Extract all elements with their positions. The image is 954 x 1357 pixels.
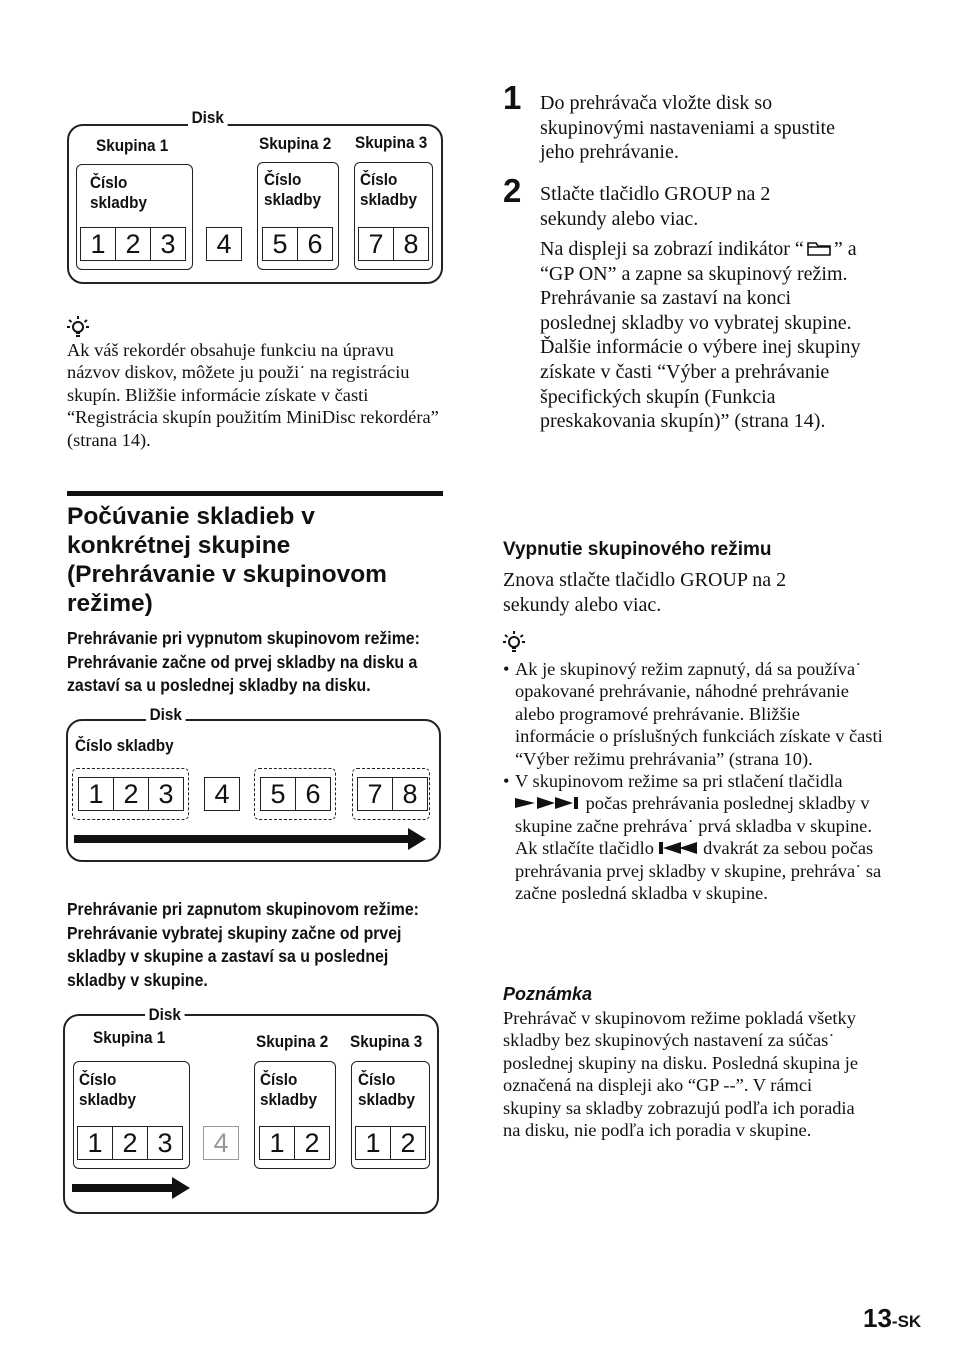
page-number — [863, 1303, 921, 1334]
track-cell: 6 — [307, 228, 323, 259]
group-3-tracks — [355, 1126, 426, 1160]
track-number-label: Číslo skladby — [360, 170, 417, 209]
ungrouped-track — [206, 227, 242, 261]
section-rule — [67, 491, 443, 496]
tip-bullet-text-a: V skupinovom režime sa pri stlačení tlačidla — [515, 771, 843, 792]
play-next-icon — [515, 796, 581, 810]
tip-text: Ak váš rekordér obsahuje funkciu na úpravu názvov diskov, môžete ju použi˙ na registráciu skupín. Bližšie informácie získate v časti “Registrácia skupín použitím MiniDisc rekordéra” (strana 14). — [67, 340, 439, 450]
tip-bullet-text: Ak je skupinový režim zapnutý, dá sa používa˙ opakované prehrávanie, náhodné prehrávanie alebo programové prehrávanie. Bližšie informácie o príslušných funkciách získate v časti “Výber režimu prehrávania” (strana 10). — [515, 659, 883, 769]
group-3-label: Skupina 3 — [355, 133, 428, 152]
track-cell: 1 — [78, 1127, 113, 1159]
tip-bullet — [503, 770, 883, 904]
step-2-indicator-para — [540, 237, 860, 286]
track-cell: 1 — [79, 778, 114, 810]
group-1-tracks — [78, 777, 184, 811]
lightbulb-icon — [67, 315, 89, 339]
track-cell: 8 — [403, 228, 419, 259]
track-cell: 3 — [158, 778, 174, 809]
track-cell: 2 — [114, 778, 149, 810]
ungrouped-track — [203, 1126, 239, 1160]
disk-label: Disk — [146, 705, 186, 725]
track-number-label: Číslo skladby — [260, 1070, 317, 1109]
step-2-text: Stlačte tlačidlo GROUP na 2 sekundy alebo viac. — [540, 183, 771, 230]
track-cell: 7 — [359, 228, 394, 260]
step-2-more-info-para: Ďalšie informácie o výbere inej skupiny získate v časti “Výber a prehrávanie špecifických skupín (Funkcia preskakovania skupín)” (strana 14). — [540, 336, 861, 433]
track-cell: 1 — [356, 1127, 391, 1159]
group-3-label: Skupina 3 — [350, 1032, 423, 1051]
track-cell: 4 — [216, 228, 232, 259]
track-number-label: Číslo skladby — [358, 1070, 415, 1109]
track-cell: 8 — [402, 778, 418, 809]
page-number-suffix: -SK — [891, 1312, 922, 1331]
group-off-heading: Prehrávanie pri vypnutom skupinovom režime: Prehrávanie začne od prvej skladby na disku a zastaví sa u poslednej skladby na disku. — [67, 628, 420, 695]
group-2-label: Skupina 2 — [256, 1032, 329, 1051]
group-1-tracks — [77, 1126, 183, 1160]
track-number-label: Číslo skladby — [90, 173, 147, 212]
step-1-text: Do prehrávača vložte disk so skupinovými nastaveniami a spustite jeho prehrávanie. — [540, 92, 835, 164]
step-2-detail — [540, 237, 860, 434]
disk-label: Disk — [145, 1005, 185, 1025]
tip-bullet — [503, 658, 883, 770]
cancel-heading: Vypnutie skupinového režimu — [503, 539, 772, 560]
tip-list — [503, 658, 883, 904]
lightbulb-icon — [503, 630, 525, 654]
track-cell: 4 — [213, 1127, 229, 1158]
note-heading: Poznámka — [503, 984, 593, 1004]
group-on-heading: Prehrávanie pri zapnutom skupinovom režime: Prehrávanie vybratej skupiny začne od prvej skladby v skupine a zastaví sa u poslednej skladby v skupine. — [67, 899, 419, 990]
track-cell: 3 — [157, 1127, 173, 1158]
group-1-tracks — [80, 227, 186, 261]
page-number-value: 13 — [863, 1303, 892, 1333]
note-text: Prehrávač v skupinovom režime pokladá všetky skladby bez skupinových nastavení za súčas˙ poslednej skupiny na disku. Posledná skupina je označená na displeji ako “GP --”. V rámci skupiny sa skladby zobrazujú podľa ich poradia na disku, nie podľa ich poradia v skupine. — [503, 1008, 859, 1141]
disk-label: Disk — [188, 108, 228, 128]
step-2-p1b: ” a “GP ON” a zapne sa skupinový režim. — [540, 238, 857, 285]
track-cell: 1 — [260, 1127, 295, 1159]
track-cell: 5 — [263, 228, 298, 260]
track-cell: 6 — [305, 778, 321, 809]
group-1-label: Skupina 1 — [96, 136, 169, 155]
group-2-label: Skupina 2 — [259, 134, 332, 153]
track-cell: 3 — [160, 228, 176, 259]
group-3-tracks — [358, 227, 429, 261]
track-cell: 4 — [214, 778, 230, 809]
tip-bullet-text-c: dvakrát za sebou počas prehrávania prvej skladby v skupine, prehráva˙ sa začne posledná skladba v skupine. — [515, 838, 882, 904]
group-folder-icon — [806, 240, 832, 256]
step-2-number: 2 — [503, 172, 522, 209]
track-number-label: Číslo skladby — [79, 1070, 136, 1109]
group-2-tracks — [262, 227, 333, 261]
cancel-text: Znova stlačte tlačidlo GROUP na 2 sekundy alebo viac. — [503, 569, 787, 616]
group-3-tracks — [357, 777, 428, 811]
group-2-tracks — [259, 1126, 330, 1160]
step-2-p1a: Na displeji sa zobrazí indikátor “ — [540, 238, 804, 260]
ungrouped-track — [204, 777, 240, 811]
playback-arrow — [72, 1184, 174, 1192]
group-2-tracks — [260, 777, 331, 811]
track-number-label: Číslo skladby — [75, 736, 174, 755]
playback-arrow — [74, 835, 410, 843]
tip-bullet-text-b: počas prehrávania poslednej skladby v skupine začne prehráva˙ prvá skladba v skupine. Ak stlačíte tlačidlo — [515, 793, 872, 859]
track-cell: 2 — [400, 1127, 416, 1158]
track-cell: 2 — [113, 1127, 148, 1159]
track-cell: 7 — [358, 778, 393, 810]
previous-track-icon — [659, 841, 699, 855]
track-cell: 2 — [116, 228, 151, 260]
track-cell: 5 — [261, 778, 296, 810]
step-1-number: 1 — [503, 79, 522, 116]
section-title: Počúvanie skladieb v konkrétnej skupine (Prehrávanie v skupinovom režime) — [67, 503, 387, 617]
track-cell: 1 — [81, 228, 116, 260]
group-1-label: Skupina 1 — [93, 1028, 166, 1047]
track-cell: 2 — [304, 1127, 320, 1158]
step-2-stop-para: Prehrávanie sa zastaví na konci poslednej skladby vo vybratej skupine. — [540, 287, 852, 334]
track-number-label: Číslo skladby — [264, 170, 321, 209]
